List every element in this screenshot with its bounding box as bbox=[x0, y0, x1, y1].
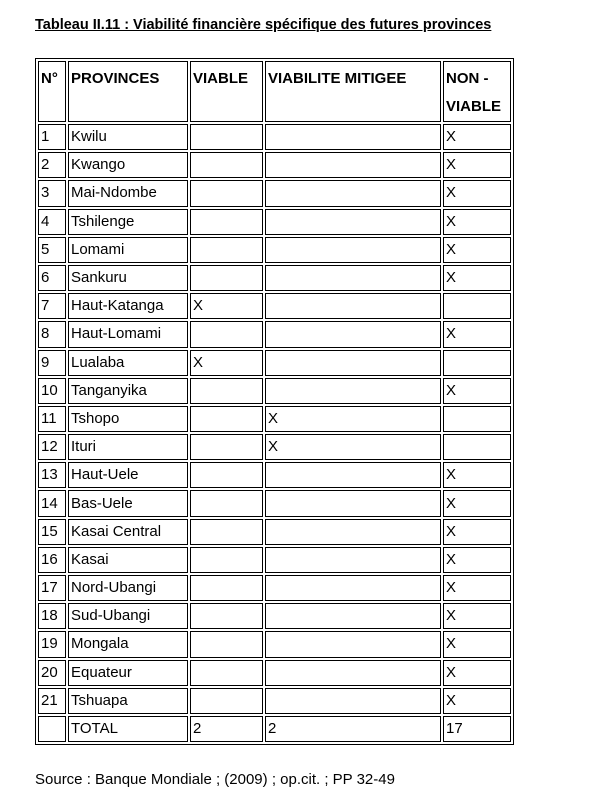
cell-no: 16 bbox=[38, 547, 66, 573]
cell-viable bbox=[190, 688, 263, 714]
provinces-table-container bbox=[35, 58, 514, 745]
cell-province: Sankuru bbox=[68, 265, 188, 291]
cell-viabilite-mitigee bbox=[265, 209, 441, 235]
cell-viabilite-mitigee bbox=[265, 265, 441, 291]
cell-viabilite-mitigee bbox=[265, 350, 441, 376]
cell-viable bbox=[190, 152, 263, 178]
table-row bbox=[38, 350, 511, 376]
cell-non-viable bbox=[443, 293, 511, 319]
cell-viable bbox=[190, 237, 263, 263]
cell-viable bbox=[190, 660, 263, 686]
cell-no: 8 bbox=[38, 321, 66, 347]
cell-non-viable: X bbox=[443, 519, 511, 545]
cell-viabilite-mitigee: X bbox=[265, 406, 441, 432]
cell-province: Tshuapa bbox=[68, 688, 188, 714]
cell-no: 2 bbox=[38, 152, 66, 178]
table-row bbox=[38, 688, 511, 714]
cell-non-viable: X bbox=[443, 660, 511, 686]
cell-viabilite-mitigee bbox=[265, 519, 441, 545]
cell-province: Tshilenge bbox=[68, 209, 188, 235]
table-row bbox=[38, 631, 511, 657]
cell-province: Ituri bbox=[68, 434, 188, 460]
cell-viable: X bbox=[190, 293, 263, 319]
table-row bbox=[38, 434, 511, 460]
table-row bbox=[38, 406, 511, 432]
cell-no: 11 bbox=[38, 406, 66, 432]
cell-no: 21 bbox=[38, 688, 66, 714]
cell-viabilite-mitigee bbox=[265, 180, 441, 206]
cell-viabilite-mitigee bbox=[265, 124, 441, 150]
cell-viabilite-mitigee bbox=[265, 321, 441, 347]
cell-viable bbox=[190, 321, 263, 347]
cell-viable bbox=[190, 631, 263, 657]
cell-province: Kwango bbox=[68, 152, 188, 178]
cell-viabilite-mitigee bbox=[265, 462, 441, 488]
cell-non-viable: X bbox=[443, 124, 511, 150]
cell-viabilite-mitigee bbox=[265, 631, 441, 657]
cell-no: 6 bbox=[38, 265, 66, 291]
cell-viabilite-mitigee bbox=[265, 603, 441, 629]
cell-viabilite-mitigee bbox=[265, 547, 441, 573]
cell-viabilite-mitigee bbox=[265, 237, 441, 263]
cell-province: Kasai bbox=[68, 547, 188, 573]
table-row bbox=[38, 124, 511, 150]
table-row bbox=[38, 378, 511, 404]
cell-viable bbox=[190, 519, 263, 545]
cell-no: 10 bbox=[38, 378, 66, 404]
cell-province: Equateur bbox=[68, 660, 188, 686]
cell-viabilite-mitigee bbox=[265, 575, 441, 601]
cell-non-viable: X bbox=[443, 547, 511, 573]
cell-viabilite-mitigee bbox=[265, 688, 441, 714]
cell-non-viable bbox=[443, 406, 511, 432]
cell-province: Sud-Ubangi bbox=[68, 603, 188, 629]
total-viabilite-mitigee: 2 bbox=[265, 716, 441, 742]
cell-province: Haut-Uele bbox=[68, 462, 188, 488]
cell-non-viable: X bbox=[443, 462, 511, 488]
cell-non-viable: X bbox=[443, 209, 511, 235]
cell-province: Tanganyika bbox=[68, 378, 188, 404]
table-row bbox=[38, 603, 511, 629]
table-row bbox=[38, 321, 511, 347]
table-row bbox=[38, 547, 511, 573]
document-title: Tableau II.11 : Viabilité financière spécifique des futures provinces bbox=[35, 17, 492, 33]
cell-no: 3 bbox=[38, 180, 66, 206]
cell-no: 17 bbox=[38, 575, 66, 601]
table-body bbox=[38, 124, 511, 742]
cell-no: 19 bbox=[38, 631, 66, 657]
cell-non-viable: X bbox=[443, 321, 511, 347]
cell-viable bbox=[190, 462, 263, 488]
cell-viabilite-mitigee: X bbox=[265, 434, 441, 460]
cell-province: Mongala bbox=[68, 631, 188, 657]
table-row bbox=[38, 660, 511, 686]
cell-no: 15 bbox=[38, 519, 66, 545]
cell-non-viable: X bbox=[443, 265, 511, 291]
table-header-row bbox=[38, 61, 511, 122]
header-provinces: PROVINCES bbox=[68, 61, 188, 122]
provinces-viability-table bbox=[35, 58, 514, 745]
table-row bbox=[38, 575, 511, 601]
table-row bbox=[38, 152, 511, 178]
table-row bbox=[38, 490, 511, 516]
cell-non-viable: X bbox=[443, 575, 511, 601]
cell-non-viable: X bbox=[443, 490, 511, 516]
cell-non-viable: X bbox=[443, 688, 511, 714]
table-row bbox=[38, 462, 511, 488]
cell-non-viable: X bbox=[443, 237, 511, 263]
cell-viabilite-mitigee bbox=[265, 293, 441, 319]
total-label: TOTAL bbox=[68, 716, 188, 742]
header-no: N° bbox=[38, 61, 66, 122]
cell-province: Tshopo bbox=[68, 406, 188, 432]
cell-viable bbox=[190, 406, 263, 432]
cell-viable bbox=[190, 603, 263, 629]
header-non-viable: NON - VIABLE bbox=[443, 61, 511, 122]
header-viabilite-mitigee: VIABILITE MITIGEE bbox=[265, 61, 441, 122]
cell-viabilite-mitigee bbox=[265, 152, 441, 178]
cell-non-viable: X bbox=[443, 180, 511, 206]
cell-province: Kwilu bbox=[68, 124, 188, 150]
cell-viable bbox=[190, 490, 263, 516]
cell-viable bbox=[190, 378, 263, 404]
cell-no: 7 bbox=[38, 293, 66, 319]
cell-non-viable: X bbox=[443, 152, 511, 178]
source-note: Source : Banque Mondiale ; (2009) ; op.cit. ; PP 32-49 bbox=[35, 771, 395, 788]
cell-province: Nord-Ubangi bbox=[68, 575, 188, 601]
cell-viable bbox=[190, 180, 263, 206]
cell-no: 4 bbox=[38, 209, 66, 235]
cell-no: 20 bbox=[38, 660, 66, 686]
cell-no: 9 bbox=[38, 350, 66, 376]
cell-viable bbox=[190, 575, 263, 601]
cell-viable bbox=[190, 124, 263, 150]
cell-non-viable bbox=[443, 350, 511, 376]
cell-province: Lualaba bbox=[68, 350, 188, 376]
cell-no: 14 bbox=[38, 490, 66, 516]
cell-viable bbox=[190, 209, 263, 235]
cell-viable: X bbox=[190, 350, 263, 376]
cell-no: 1 bbox=[38, 124, 66, 150]
cell-non-viable: X bbox=[443, 378, 511, 404]
header-viable: VIABLE bbox=[190, 61, 263, 122]
table-row bbox=[38, 293, 511, 319]
cell-province: Lomami bbox=[68, 237, 188, 263]
cell-non-viable: X bbox=[443, 631, 511, 657]
table-row bbox=[38, 237, 511, 263]
cell-non-viable: X bbox=[443, 603, 511, 629]
cell-province: Kasai Central bbox=[68, 519, 188, 545]
table-row bbox=[38, 265, 511, 291]
cell-viabilite-mitigee bbox=[265, 660, 441, 686]
cell-province: Haut-Katanga bbox=[68, 293, 188, 319]
cell-province: Haut-Lomami bbox=[68, 321, 188, 347]
cell-province: Mai-Ndombe bbox=[68, 180, 188, 206]
cell-viabilite-mitigee bbox=[265, 490, 441, 516]
cell-viable bbox=[190, 265, 263, 291]
cell-no: 18 bbox=[38, 603, 66, 629]
cell-no: 13 bbox=[38, 462, 66, 488]
table-total-row bbox=[38, 716, 511, 742]
cell-non-viable bbox=[443, 434, 511, 460]
table-row bbox=[38, 180, 511, 206]
total-non-viable: 17 bbox=[443, 716, 511, 742]
table-row bbox=[38, 519, 511, 545]
cell-viabilite-mitigee bbox=[265, 378, 441, 404]
cell-viable bbox=[190, 434, 263, 460]
cell-province: Bas-Uele bbox=[68, 490, 188, 516]
cell-no: 5 bbox=[38, 237, 66, 263]
total-viable: 2 bbox=[190, 716, 263, 742]
cell-no: 12 bbox=[38, 434, 66, 460]
cell-viable bbox=[190, 547, 263, 573]
table-row bbox=[38, 209, 511, 235]
total-cell-no bbox=[38, 716, 66, 742]
